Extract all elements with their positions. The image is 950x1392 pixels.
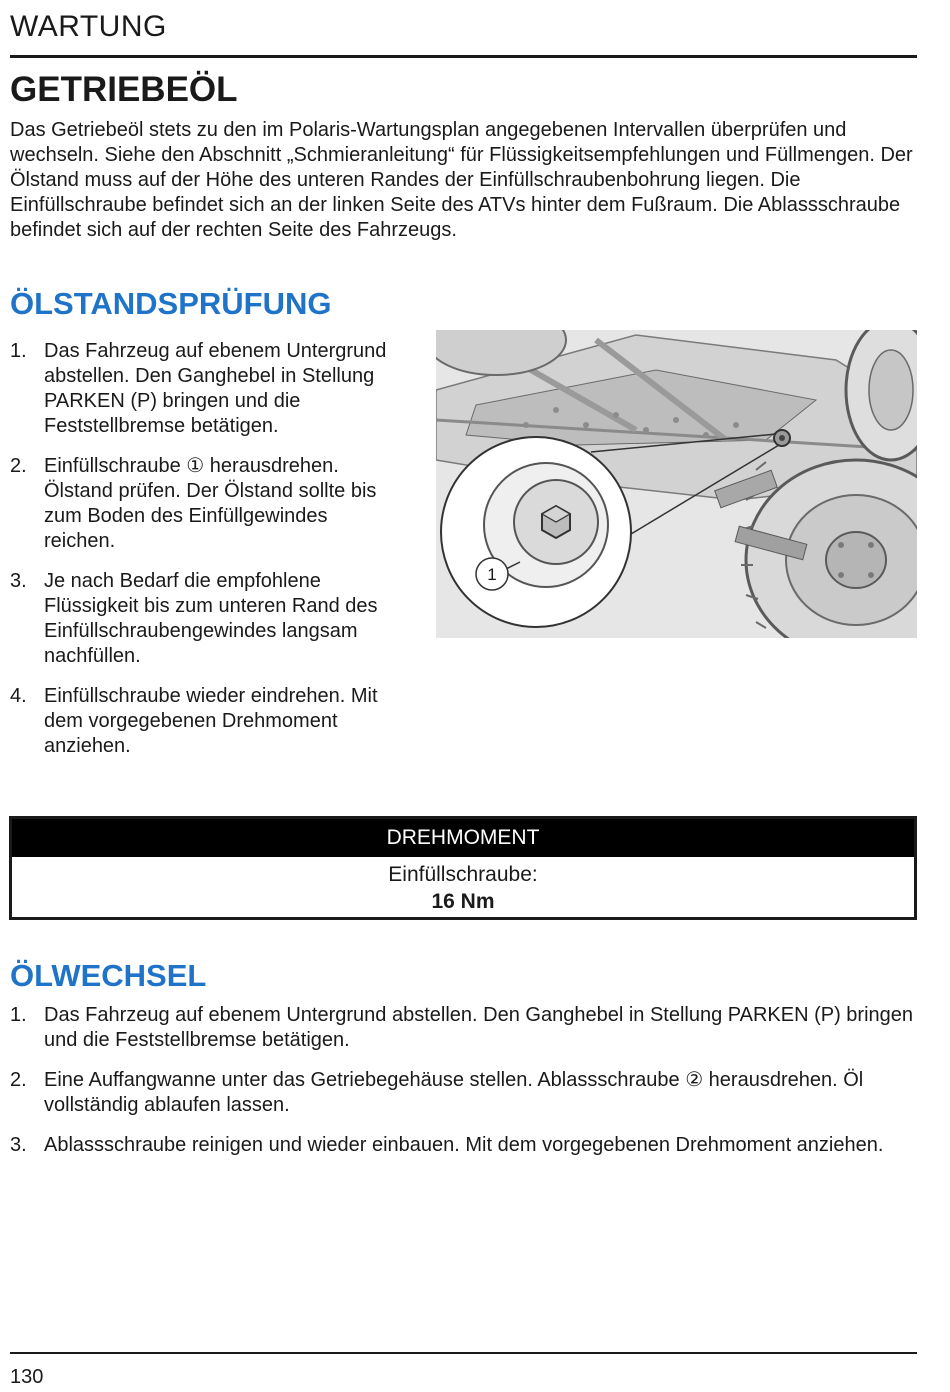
header-rule [10, 55, 917, 58]
list-item [10, 1003, 915, 1053]
step-text: Das Fahrzeug auf ebenem Untergrund abstellen. Den Ganghebel in Stellung PARKEN (P) bringen und die Feststellbremse betätigen. [44, 1004, 914, 1051]
oil-change-heading: ÖLWECHSEL [10, 958, 207, 993]
step-number: 4. [10, 685, 27, 707]
step-number: 2. [10, 1069, 27, 1091]
page-number: 130 [10, 1366, 44, 1388]
step-text: Je nach Bedarf die empfohlene Flüssigkeit bis zum unteren Rand des Einfüllschraubengewindes langsam nachfüllen. [44, 570, 378, 667]
step-text: Eine Auffangwanne unter das Getriebegehäuse stellen. Ablassschraube ② herausdrehen. Öl vollständig ablaufen lassen. [44, 1069, 864, 1116]
list-item [10, 454, 395, 554]
torque-label: Einfüllschraube: [388, 863, 538, 886]
step-number: 3. [10, 1134, 27, 1156]
step-text: Einfüllschraube wieder eindrehen. Mit dem vorgegebenen Drehmoment anziehen. [44, 685, 378, 757]
level-check-heading: ÖLSTANDSPRÜFUNG [10, 286, 332, 321]
torque-table [9, 816, 917, 920]
callout-label: 1 [487, 565, 497, 584]
step-text: Das Fahrzeug auf ebenem Untergrund abstellen. Den Ganghebel in Stellung PARKEN (P) bringen und die Feststellbremse betätigen. [44, 340, 387, 437]
step-number: 2. [10, 455, 27, 477]
step-number: 3. [10, 570, 27, 592]
list-item [10, 1068, 915, 1118]
list-item [10, 1133, 915, 1158]
step-text: Einfüllschraube ① herausdrehen. Ölstand prüfen. Der Ölstand sollte bis zum Boden des Einfüllgewindes reichen. [44, 455, 377, 552]
intro-paragraph: Das Getriebeöl stets zu den im Polaris-Wartungsplan angegebenen Intervallen überprüfen und wechseln. Siehe den Abschnitt „Schmieranleitung“ für Flüssigkeitsempfehlungen und Füllmengen. Der Ölstand muss auf der Höhe des unteren Randes der Einfüllschraubenbohrung liegen. Die Einfüllschraube befindet sich an der linken Seite des ATVs hinter dem Fußraum. Die Ablassschraube befindet sich auf der rechten Seite des Fahrzeugs. [10, 119, 913, 241]
section-header: WARTUNG [10, 10, 167, 43]
list-item [10, 684, 395, 759]
fill-plug-illustration [436, 330, 917, 638]
step-text: Ablassschraube reinigen und wieder einbauen. Mit dem vorgegebenen Drehmoment anziehen. [44, 1134, 884, 1156]
oil-change-steps [10, 1003, 915, 1173]
level-check-steps [10, 339, 395, 774]
torque-value: 16 Nm [431, 890, 495, 913]
torque-table-header: DREHMOMENT [12, 819, 914, 857]
page-title: GETRIEBEÖL [10, 70, 238, 109]
list-item [10, 339, 395, 439]
step-number: 1. [10, 340, 27, 362]
step-number: 1. [10, 1004, 27, 1026]
footer-rule [10, 1352, 917, 1354]
list-item [10, 569, 395, 669]
